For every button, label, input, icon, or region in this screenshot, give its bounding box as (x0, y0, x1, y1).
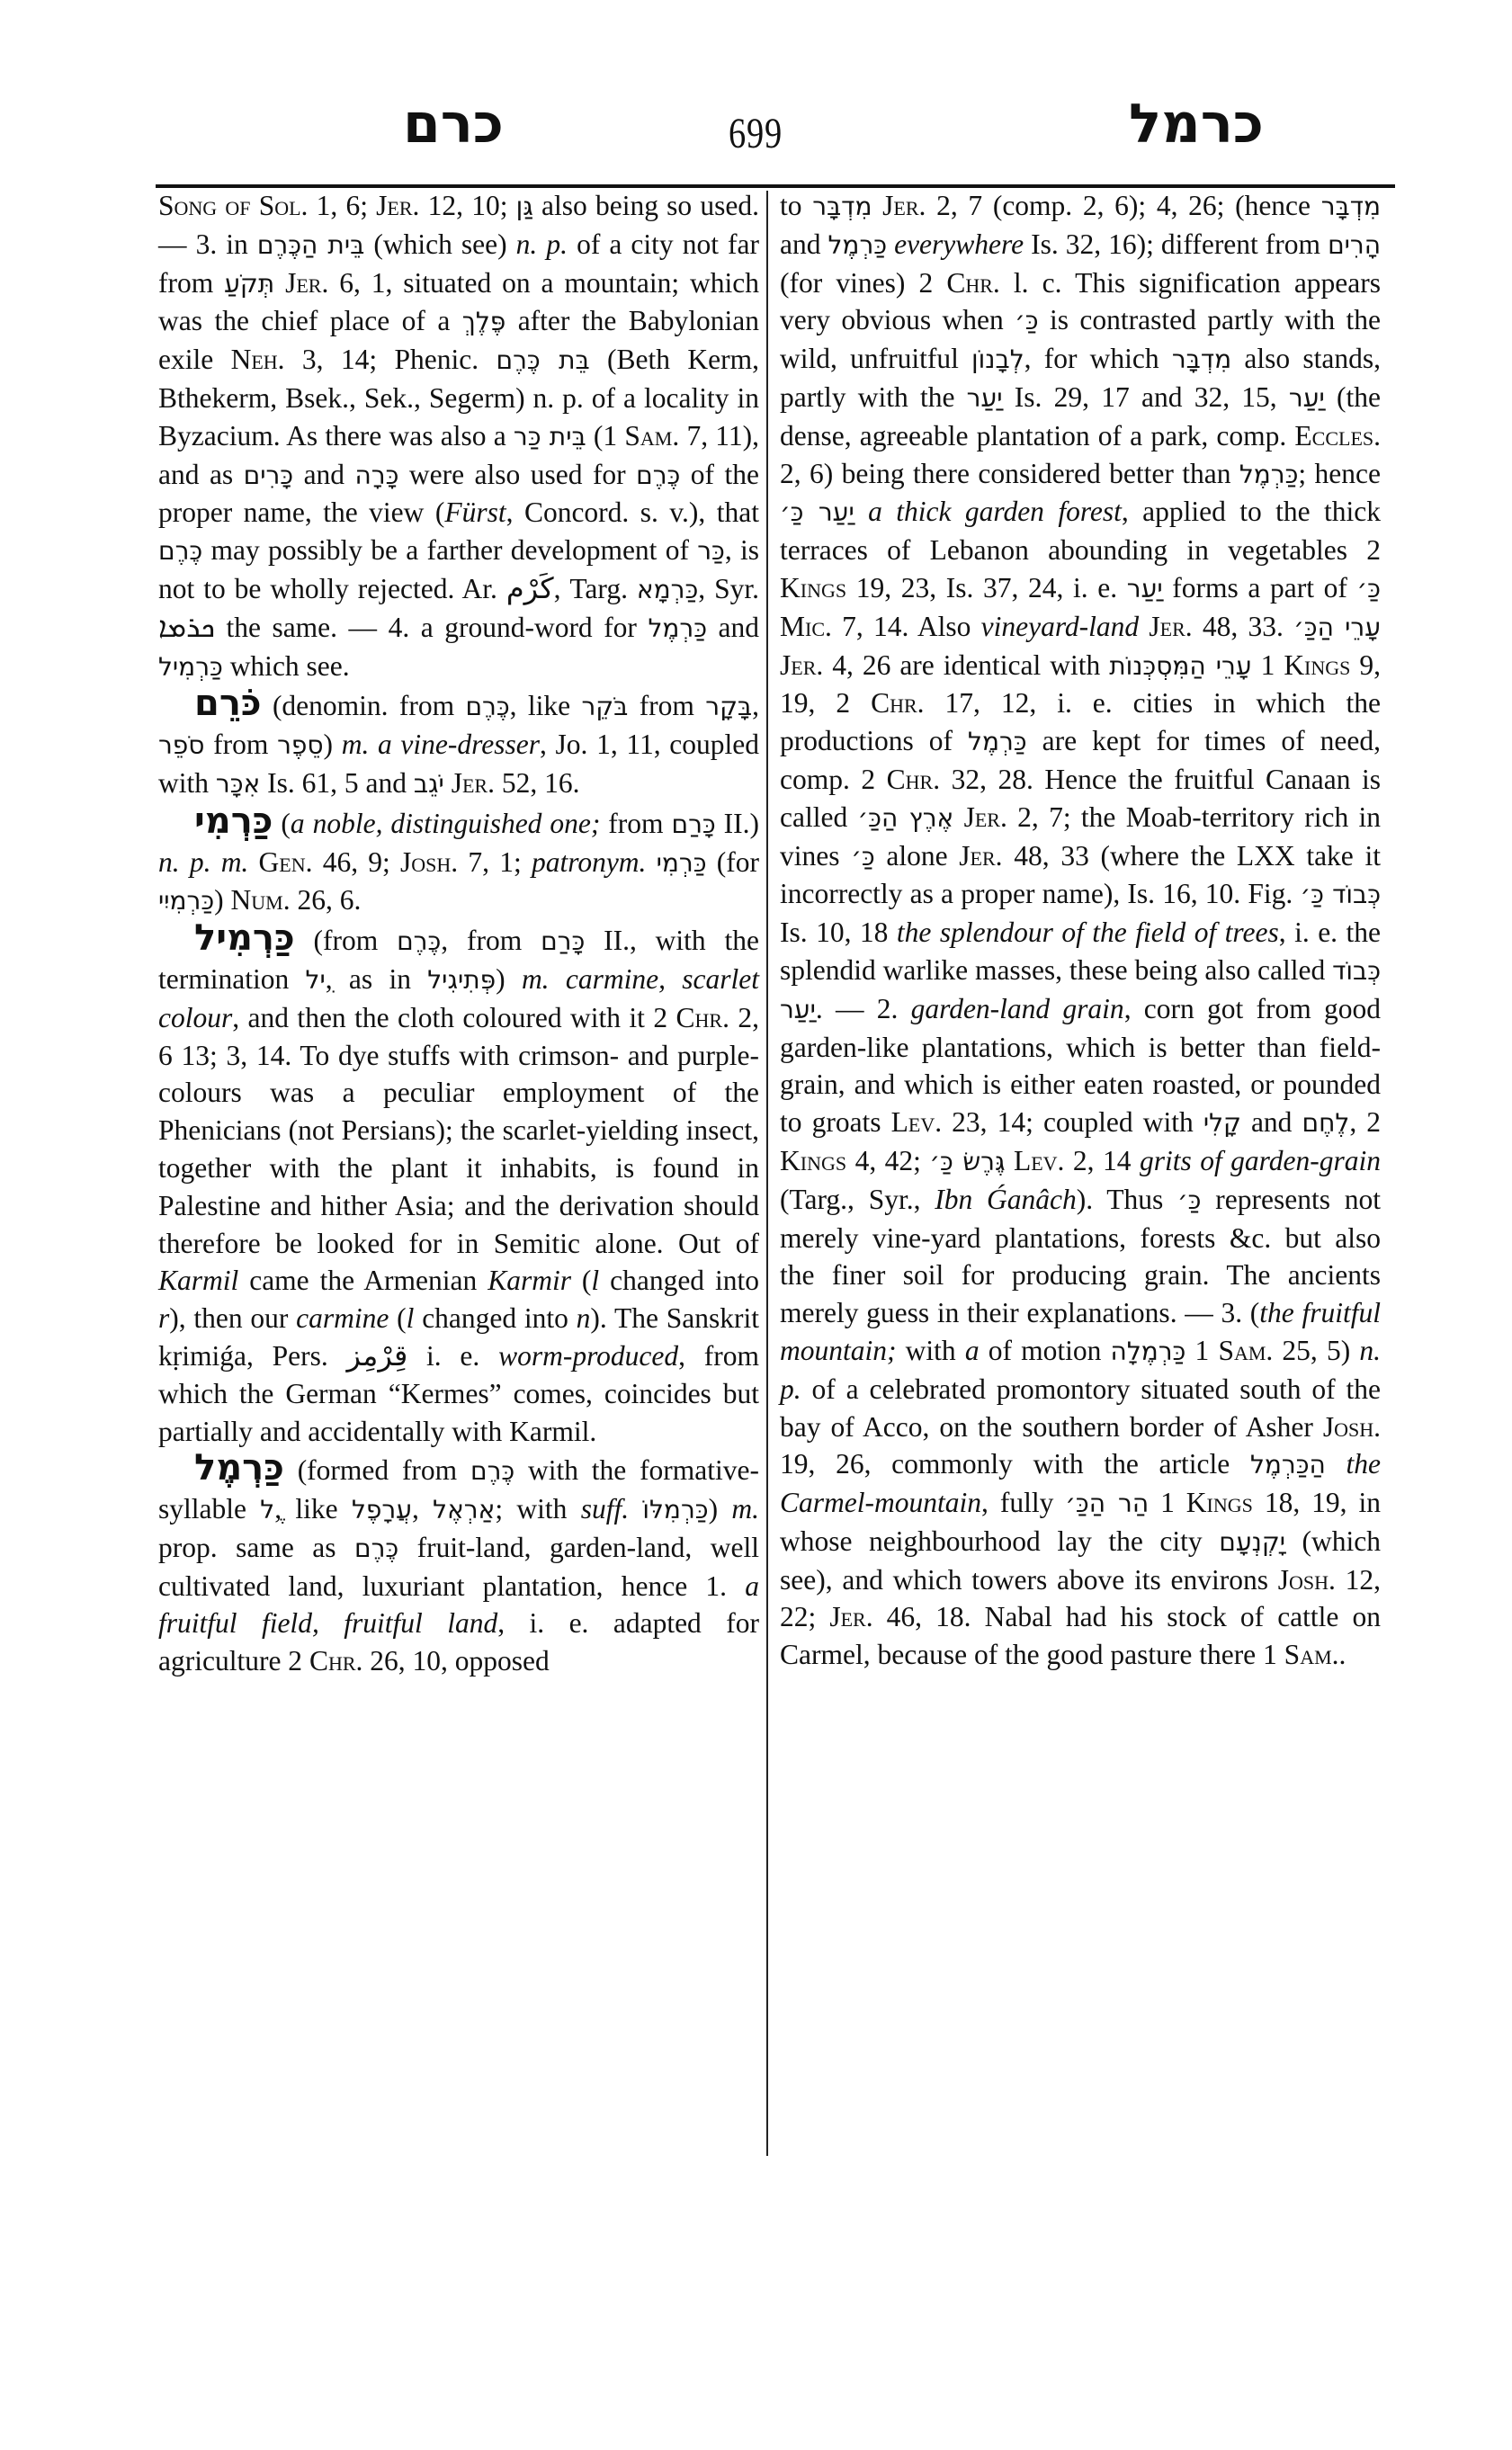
italic-gloss: n. p. m. (158, 845, 249, 878)
text-run: l. c. This signification appears very obvious when (780, 266, 1382, 336)
entry-paragraph (158, 685, 759, 802)
text-run (1139, 611, 1149, 642)
text-run: 1 (1149, 1487, 1186, 1519)
hebrew-word: הַכַּרְמֶל (1249, 1450, 1326, 1480)
book-reference: Chr. (871, 687, 925, 720)
book-reference: Lev. (1013, 1144, 1065, 1176)
text-run: ) (323, 729, 342, 761)
book-reference: Jer. (780, 648, 824, 681)
hebrew-word: כַּרְמֶל (828, 229, 888, 260)
foreign-script-word: كَرْم (505, 570, 554, 605)
text-run: , i. e. the splendid warlike masses, these being also called (780, 917, 1381, 986)
text-run: of a city not far from (158, 228, 760, 299)
book-reference: Num. (230, 884, 291, 917)
italic-gloss: the fruitful mountain; (780, 1297, 1381, 1366)
text-run: 1 (1251, 648, 1284, 681)
book-reference: Kings (1185, 1487, 1253, 1519)
text-run: 7, 14. Also (831, 610, 981, 642)
text-run: , from which the German “Kermes” comes, coincides but partially and accidentally with Karmil. (158, 1339, 759, 1447)
hebrew-word: כָּרָה (354, 460, 399, 490)
italic-gloss: l (406, 1302, 415, 1335)
text-run: 52, 16. (494, 766, 580, 799)
text-run: Is. 61, 5 and (260, 766, 414, 799)
text-run: of a celebrated promontory situated south of the bay of Acco, on the southern border of Asher (780, 1373, 1381, 1443)
hebrew-word: כָּרַם (671, 809, 716, 839)
text-run: 18, 19, in whose neighbourhood lay the city (780, 1487, 1382, 1557)
text-run: ( (570, 1265, 592, 1297)
hebrew-word: פְּתִיגִיל (427, 964, 497, 995)
text-run: changed into (414, 1302, 577, 1335)
right-column (780, 187, 1381, 1674)
text-run (887, 228, 894, 260)
italic-gloss: suff. (580, 1493, 630, 1525)
text-run: ), then our (169, 1302, 297, 1335)
text-run: and (293, 458, 355, 490)
text-run: (1 (586, 419, 625, 452)
text-run: , Targ. (553, 572, 637, 604)
text-run: 48, 33. (1192, 610, 1294, 642)
text-run: is contrasted partly with the wild, unfruitful (780, 304, 1381, 375)
hebrew-word: כַּרְמֶלָה (1110, 1336, 1186, 1366)
hebrew-word: יַעַר (966, 382, 1003, 413)
foreign-script-word: قِرْمِز (346, 1337, 408, 1373)
book-reference: Sam. (624, 419, 680, 452)
text-run: ( (273, 807, 291, 839)
book-reference: Sam. (1284, 1639, 1339, 1671)
italic-gloss: everywhere (894, 228, 1024, 260)
hebrew-word: הָרִים (1328, 229, 1382, 260)
text-run: , Syr. (698, 572, 759, 604)
text-run: and (1240, 1106, 1302, 1139)
page-number: 699 (729, 110, 783, 157)
italic-gloss: grits of garden-grain (1139, 1144, 1381, 1176)
text-run: 1, 6; (308, 190, 377, 221)
hebrew-word: כַּרְמִיִי (158, 886, 215, 917)
text-run: also stands, partly with the (780, 343, 1381, 413)
text-run: after the Babylonian exile (158, 305, 760, 376)
italic-gloss: garden-land grain (910, 992, 1124, 1024)
italic-gloss: carmine (296, 1302, 389, 1335)
italic-gloss: vineyard-land (980, 610, 1140, 642)
hebrew-word: יַעַר (1288, 382, 1325, 413)
running-header (153, 90, 1394, 180)
text-run: 12, 10; (419, 190, 516, 221)
text-run: Is. 10, 18 (780, 917, 897, 949)
book-reference: Kings (1284, 648, 1351, 681)
entry-paragraph (158, 800, 759, 920)
text-run: 2, 6 13; 3, 14. To dye stuffs with crimson- and purple-colours was a peculiar employment of the Phenicians (not Persians); the scarlet-yielding insect, together with the plant it inhabits, is found in Palestine and hither Asia; and the derivation should therefore be looked for in Semitic alone. Out of (158, 1001, 760, 1259)
text-run: 4, 26 are identical with (823, 648, 1110, 681)
entry-paragraph (158, 187, 759, 685)
text-run: 46, 9; (312, 845, 401, 878)
hebrew-word: כֶּרֶם (465, 692, 510, 722)
hebrew-word: מִדְבָּר (812, 192, 872, 221)
text-run: to (780, 190, 813, 221)
hebrew-word: כֶּרֶם (158, 536, 203, 567)
text-run: , applied to the thick terraces of Lebanon abounding in vegetables 2 (780, 496, 1382, 567)
hebrew-word: מִדְבָּר (1320, 192, 1381, 221)
book-reference: Kings (780, 1144, 847, 1176)
italic-gloss: a (964, 1334, 980, 1366)
hebrew-word: עֲרָפֶל (351, 1495, 412, 1525)
text-run: 2, 7; the Moab-territory rich in vines (780, 800, 1382, 872)
italic-gloss: n. p. (515, 228, 568, 260)
text-run (444, 767, 452, 799)
text-run: 2, 6) being there considered better than (780, 457, 1239, 489)
text-run (872, 190, 882, 221)
text-run: 6, 1, situated on a mountain; which was the chief place of a (158, 266, 759, 337)
hebrew-word: מִדְבָּר (1171, 344, 1232, 375)
text-run: (Targ., Syr., (780, 1183, 935, 1215)
text-run: 17, 12, i. e. cities in which the productions of (780, 687, 1381, 757)
text-run (1006, 1145, 1014, 1176)
hebrew-word: ֶל (260, 1495, 275, 1525)
text-run: and (707, 611, 759, 643)
text-run: from (628, 690, 706, 722)
book-reference: Eccles. (1294, 419, 1381, 452)
book-reference: Chr. (946, 266, 1000, 299)
book-reference: Chr. (886, 763, 941, 795)
hebrew-word: כַּרְמֶל (1239, 459, 1299, 489)
text-run: 4, 42; (846, 1144, 930, 1176)
text-run: . — 2. (815, 992, 911, 1024)
text-run: , (411, 1493, 434, 1525)
hebrew-word: בֹּקֵר (581, 692, 629, 722)
hebrew-word: יֹגֵב (413, 768, 444, 799)
text-run: (for vines) 2 (780, 266, 947, 299)
book-reference: Jer. (882, 190, 926, 221)
hebrew-word: כַּ׳ (1177, 1185, 1202, 1215)
hebrew-word: כֶּרֶם (397, 926, 442, 957)
text-run: (for (706, 845, 759, 878)
italic-gloss: n. p. (780, 1334, 1381, 1405)
book-reference: Neh. (230, 344, 285, 376)
italic-gloss: l (591, 1265, 600, 1297)
text-run: 2, 7 (comp. 2, 6); 4, 26; (hence (926, 190, 1321, 221)
text-run: 26, 6. (290, 884, 362, 917)
text-run (629, 1493, 642, 1525)
hebrew-word: לֶחֶם (1302, 1108, 1350, 1139)
hebrew-word: כַּרְמִלּוֹ (642, 1495, 709, 1525)
hebrew-word: סֵפֶר (277, 730, 324, 761)
text-run: also being so used. — 3. in (158, 190, 759, 260)
text-run (953, 801, 963, 833)
book-reference: Kings (780, 571, 847, 604)
hebrew-word: כַּרְמֶל (968, 727, 1027, 757)
text-run: 1 (1185, 1334, 1219, 1366)
left-headword: כרם (403, 93, 504, 156)
text-run: , and then the cloth coloured with it 2 (232, 1001, 676, 1033)
text-run: changed into (599, 1265, 759, 1297)
hebrew-word: בֵּית כַּר (513, 421, 586, 452)
hebrew-word: כַּרְמָא (636, 574, 699, 604)
hebrew-word: אֶרֶץ הַכַּ׳ (857, 802, 954, 833)
text-run: 23, 14; coupled with (942, 1106, 1203, 1139)
hebrew-word: כָּרִים (243, 460, 294, 490)
italic-gloss: a noble, distinguished one; (290, 807, 601, 839)
left-column (158, 187, 759, 1680)
text-run: ) (496, 962, 522, 995)
text-run: , fully (981, 1487, 1066, 1519)
hebrew-word: כַּרְמֶל (648, 612, 707, 643)
hebrew-word: כַּ׳ (851, 841, 875, 872)
text-run: Is. 32, 16); different from (1024, 228, 1329, 260)
hebrew-word: יַעַר כַּ׳ (780, 497, 854, 528)
italic-gloss: patronym. (531, 845, 647, 878)
text-run: with the formative-syllable (158, 1454, 760, 1525)
italic-gloss: the Carmel-mountain (780, 1448, 1381, 1519)
text-run: ). The Sanskrit kṛimiǵa, Pers. (158, 1302, 759, 1372)
text-run: came the Armenian (238, 1265, 488, 1297)
hebrew-word: כַּר (697, 536, 725, 567)
text-run: the same. — 4. a ground-word for (214, 611, 649, 643)
text-run: 48, 33 (where the LXX take it incorrectly as a proper name), Is. 16, 10. Fig. (780, 839, 1381, 910)
hebrew-word: כָּרַם (541, 926, 586, 957)
hebrew-word: יָקְנְעָם (1219, 1526, 1285, 1557)
italic-gloss: n (576, 1302, 591, 1335)
text-run: Is. 29, 17 and 32, 15, (1002, 380, 1289, 413)
text-run: (denomin. from (261, 690, 466, 722)
text-run: , Jo. 1, 11, coupled with (158, 729, 759, 799)
hebrew-word: אִכָּר (215, 768, 261, 799)
text-run: 7, 1; (458, 845, 532, 878)
text-run: (formed from (283, 1454, 470, 1487)
text-run: prop. same as (158, 1531, 354, 1563)
book-reference: Jer. (1149, 610, 1193, 642)
italic-gloss: a fruitful field, fruitful land (158, 1569, 759, 1640)
italic-gloss: Fürst (444, 496, 506, 529)
book-reference: Jer. (451, 766, 495, 799)
text-run: were also used for (398, 458, 637, 490)
hebrew-word: הַר הַכַּ׳ (1065, 1489, 1150, 1519)
italic-gloss: m. (731, 1493, 759, 1525)
hebrew-word: כֶּרֶם (636, 460, 681, 490)
book-reference: Chr. (675, 1001, 729, 1033)
text-run: , like (274, 1493, 352, 1525)
text-run: ( (389, 1302, 407, 1335)
text-run: 7, 11), and as (158, 419, 760, 490)
text-run: of motion (979, 1334, 1111, 1366)
text-run: 19, 23, Is. 37, 24, i. e. (846, 571, 1127, 604)
hebrew-word: פֶּלֶךְ (461, 307, 506, 337)
text-run: represents not merely vine-yard plantations, forests &c. but also the finer soil for producing grain. The ancients merely guess in their explanations. — 3. ( (780, 1183, 1381, 1329)
book-reference: Jer. (829, 1601, 873, 1633)
text-run: of the proper name, the view ( (158, 458, 759, 529)
book-reference: Mic. (780, 610, 832, 642)
text-run: ) (214, 884, 231, 917)
text-run: 3, 14; Phenic. (284, 344, 497, 376)
text-run: ; with (495, 1493, 581, 1525)
text-run: (the dense, agreeable plantation of a park, comp. (780, 380, 1382, 452)
text-run: , (752, 690, 759, 722)
hebrew-word: יַעַר (1126, 573, 1163, 604)
foreign-script-word: ܟܪܡܐ (158, 609, 215, 644)
text-run: may possibly be a farther development of (202, 534, 698, 567)
book-reference: Chr. (309, 1645, 363, 1677)
text-run: 26, 10, opposed (362, 1645, 550, 1677)
hebrew-word: תְּקֹעַ (224, 268, 275, 299)
hebrew-word: עָרֵי הַכַּ׳ (1293, 612, 1381, 642)
text-run: which see. (222, 649, 350, 682)
text-run: from (204, 729, 278, 761)
italic-gloss: r (158, 1302, 170, 1335)
book-reference: Jer. (963, 800, 1007, 833)
book-reference: Josh. (1322, 1410, 1381, 1443)
entry-paragraph (780, 187, 1381, 1674)
text-run: , for which (1024, 343, 1172, 375)
hebrew-word: בָּקָר (705, 692, 753, 722)
text-run: 12, 22; (780, 1563, 1382, 1633)
hebrew-word: עָרֵי הַמִּסְכְּנוֹת (1109, 650, 1252, 681)
text-run: 25, 5) (1273, 1334, 1360, 1366)
text-run: fruit-land, garden-land, well cultivated land, luxuriant plantation, hence 1. (158, 1531, 759, 1602)
text-run: forms a part of (1162, 571, 1357, 604)
italic-gloss: a thick garden forest (868, 496, 1122, 528)
hebrew-word: גֶּרֶשׂ כַּ׳ (929, 1146, 1006, 1176)
hebrew-word: לְבָנוֹן (971, 344, 1024, 375)
book-reference: Josh. (1277, 1563, 1336, 1596)
text-run: with (896, 1334, 965, 1366)
text-run: (Beth Kerm, Bthekerm, Bsek., Sek., Segerm) n. p. of a locality in Byzacium. As there was also a (158, 344, 759, 452)
hebrew-word: כַּרְמִיל (158, 651, 223, 682)
hebrew-word: כְּבוֹד יַעַר (780, 955, 1382, 1024)
text-run: 46, 18. Nabal had his stock of cattle on Carmel, because of the good pasture there 1 (780, 1601, 1381, 1671)
hebrew-word: כַּ׳ (1015, 306, 1039, 336)
book-reference: Gen. (258, 845, 313, 878)
text-run: , like (509, 690, 582, 722)
text-run (248, 846, 258, 878)
text-run: , i. e. adapted for agriculture 2 (158, 1607, 759, 1677)
hebrew-word: גַּן (515, 192, 533, 221)
text-run (854, 496, 868, 527)
headword: כַּרְמִי (194, 800, 273, 842)
italic-gloss: Ibn Ǵanâch (935, 1183, 1077, 1215)
hebrew-word: ִיל (305, 964, 326, 995)
book-reference: Josh. (400, 845, 459, 878)
hebrew-word: כַּרְמִי (656, 847, 707, 878)
italic-gloss: m. carmine, scarlet colour (158, 962, 760, 1033)
hebrew-word: כֶּרֶם (354, 1533, 399, 1563)
text-run: ; hence (1298, 457, 1381, 489)
book-reference: Sam. (1218, 1334, 1274, 1366)
text-run: , 2 (1349, 1106, 1382, 1139)
text-run: , as in (325, 962, 428, 995)
text-run: ). Thus (1076, 1183, 1178, 1215)
text-run: , is not to be wholly rejected. Ar. (158, 534, 759, 604)
entry-paragraph (158, 1447, 760, 1680)
hebrew-word: בֵּת כֶּרֶם (496, 345, 590, 376)
book-reference: Jer. (959, 839, 1003, 872)
text-run (646, 846, 656, 878)
entry-paragraph (158, 917, 760, 1450)
italic-gloss: Karmil (158, 1265, 239, 1297)
text-run: 2, 14 (1064, 1144, 1140, 1176)
text-run: alone (874, 839, 960, 872)
text-run: 19, 26, commonly with the article (780, 1448, 1250, 1480)
text-run (1326, 1448, 1346, 1480)
italic-gloss: m. a vine-dresser (341, 729, 540, 761)
text-run: from (600, 807, 672, 839)
text-run: (which see), and which towers above its environs (780, 1525, 1381, 1596)
text-run: , Concord. s. v.), that (505, 496, 759, 529)
text-run: (which see) (364, 228, 516, 260)
hebrew-word: כֶּרֶם (470, 1456, 515, 1487)
text-run: II.) (715, 807, 759, 839)
text-run: , from (441, 925, 541, 957)
text-run: , corn got from good garden-like plantations, which is better than field-grain, and which is either eaten roasted, or pounded to groats (780, 992, 1381, 1139)
text-run: 9, 19, 2 (780, 648, 1382, 720)
text-run: II., with the termination (158, 925, 759, 995)
text-run: 32, 28. Hence the fruitful Canaan is called (780, 763, 1381, 833)
right-headword: כרמל (1129, 93, 1264, 156)
hebrew-word: בֵּית הַכֶּרֶם (256, 229, 365, 260)
text-run: and (780, 228, 828, 260)
text-run (274, 267, 285, 299)
hebrew-word: כַּ׳ (1356, 573, 1381, 604)
hebrew-word: קָלִי (1203, 1108, 1241, 1139)
text-run: . (1338, 1639, 1346, 1671)
book-reference: Song of Sol. (158, 190, 309, 221)
headword: כַּרְמֶל (194, 1447, 284, 1489)
headword: כֹּרֵם (194, 683, 262, 725)
hebrew-word: סֹפֵר (158, 730, 205, 761)
hebrew-word: אַרְאֶל (433, 1495, 496, 1525)
book-reference: Lev. (890, 1106, 943, 1139)
book-reference: Jer. (376, 190, 420, 221)
italic-gloss: worm-produced (498, 1339, 679, 1372)
text-run: i. e. (407, 1339, 499, 1372)
italic-gloss: the splendour of the field of trees (896, 917, 1279, 949)
text-run: are kept for times of need, comp. 2 (780, 725, 1381, 795)
column-divider (766, 191, 768, 2156)
italic-gloss: Karmir (488, 1265, 571, 1297)
text-run: ) (708, 1493, 732, 1525)
hebrew-word: כְּבוֹד כַּ׳ (1300, 880, 1382, 910)
headword: כַּרְמִיל (194, 917, 295, 960)
text-run: (from (294, 925, 398, 957)
book-reference: Jer. (285, 266, 329, 299)
